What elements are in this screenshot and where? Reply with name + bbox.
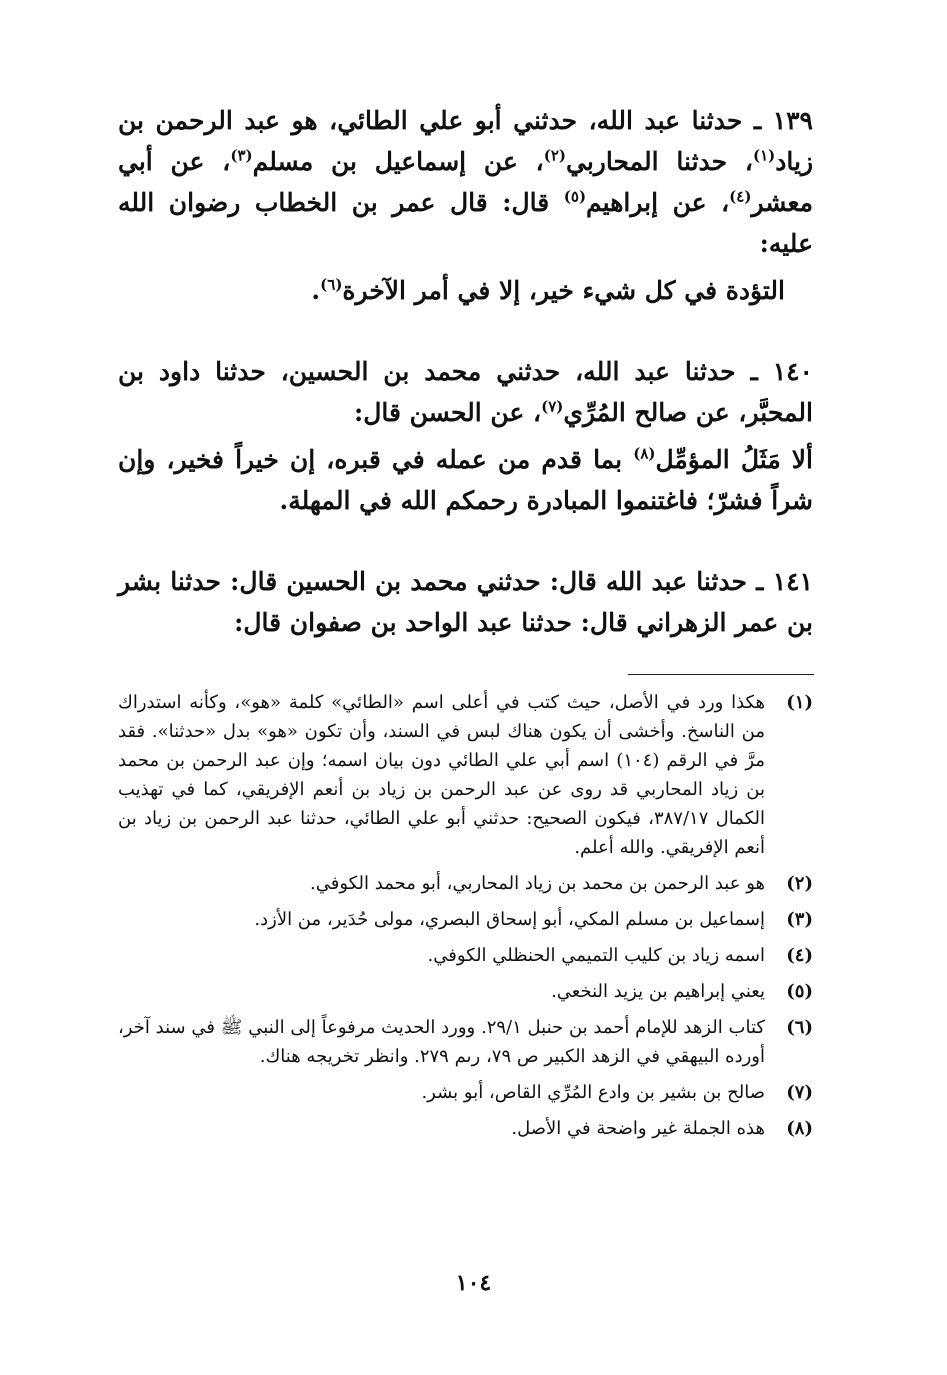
footnote-ref[interactable]: (٢) (543, 146, 566, 165)
entry-140 (118, 351, 813, 521)
footnote-ref[interactable]: (٨) (633, 444, 656, 463)
footnote-number: (٤) (786, 945, 813, 966)
entry-narration: ١٣٩ ـ حدثنا عبد الله، حدثني أبو علي الطائي، هو عبد الرحمن بن زياد$^{(١)}$، حدثنا المحاربي$^{(٢)}$، عن إسماعيل بن مسلم$^{(٣)}$، عن أبي معشر$^{(٤)}$، عن إبراهيم$^{(٥)}$ قال: قال عمر بن الخطاب رضوان الله عليه: (118, 106, 814, 258)
footnote (118, 688, 813, 862)
footnote-text: هذه الجملة غير واضحة في الأصل. (511, 1118, 765, 1139)
footnote-separator (628, 674, 814, 675)
footnote-text: صالح بن بشير بن وادع المُرِّي القاص، أبو بشر. (421, 1082, 765, 1103)
footnote-number: (٥) (786, 981, 813, 1002)
footnote-number: (٦) (786, 1017, 813, 1038)
entry-number: ١٤٠ (772, 357, 813, 386)
footnote (118, 941, 813, 970)
entry-narration: ١٤١ ـ حدثنا عبد الله قال: حدثني محمد بن الحسين قال: حدثنا بشر بن عمر الزهراني قال: حدثنا عبد الواحد بن صفوان قال: (118, 567, 813, 637)
footnote-number: (١) (786, 692, 813, 713)
footnote-text: إسماعيل بن مسلم المكي، أبو إسحاق البصري، مولى حُدَير، من الأزد. (254, 909, 765, 930)
footnote-number: (٧) (786, 1082, 813, 1103)
entry-141 (118, 561, 813, 643)
entry-narration: ١٤٠ ـ حدثنا عبد الله، حدثني محمد بن الحسين، حدثنا داود بن المحبَّر، عن صالح المُرِّي$^{(٧)}$، عن الحسن قال: (118, 357, 813, 427)
footnote-text: يعني إبراهيم بن يزيد النخعي. (551, 981, 765, 1002)
footnote-text: هكذا ورد في الأصل، حيث كتب في أعلى اسم «الطائي» كلمة «هو»، وكأنه استدراك من الناسخ. وأخشى أن يكون هناك لبس في السند، وأن تكون «هو» بدل «حدثنا». فقد مرَّ في الرقم (١٠٤) اسم أبي علي الطائي دون بيان اسمه؛ وإن عبد الرحمن بن محمد بن زياد المحاربي قد روى عن عبد الرحمن بن زياد بن أنعم الإفريقي، كما في تهذيب الكمال ٣٨٧/١٧، فيكون الصحيح: حدثني أبو علي الطائي، حدثنا عبد الرحمن بن زياد بن أنعم الإفريقي. والله أعلم. (118, 692, 766, 858)
footnote-number: (٣) (786, 909, 813, 930)
footnotes (118, 688, 813, 1150)
main-text (118, 100, 813, 661)
footnote-ref[interactable]: (٦) (320, 275, 343, 294)
footnote-ref[interactable]: (٧) (541, 397, 564, 416)
footnote-ref[interactable]: (٥) (563, 187, 587, 206)
footnote (118, 905, 813, 934)
entry-139 (118, 100, 813, 311)
footnote-text: اسمه زياد بن كليب التميمي الحنظلي الكوفي. (427, 945, 765, 966)
footnote (118, 1078, 813, 1107)
footnote (118, 1114, 813, 1143)
footnote-number: (٢) (786, 873, 813, 894)
footnote (118, 1013, 813, 1071)
footnote (118, 869, 813, 898)
footnote-ref[interactable]: (١) (752, 146, 776, 165)
footnote-ref[interactable]: (٤) (729, 187, 752, 206)
page-number: ١٠٤ (455, 1270, 492, 1296)
entry-quote: التؤدة في كل شيء خير، إلا في أمر الآخرة$^{(٦)}$. (311, 275, 785, 305)
entry-number: ١٣٩ (772, 106, 813, 135)
entry-number: ١٤١ (772, 567, 813, 596)
entry-quote: ألا مَثَلُ المؤمِّل$^{(٨)}$ بما قدم من عمله في قبره، إن خيراً فخير، وإن شراً فشرّ؛ فاغتنموا المبادرة رحمكم الله في المهلة. (118, 444, 814, 515)
footnote-text: كتاب الزهد للإمام أحمد بن حنبل ٢٩/١. وورد الحديث مرفوعاً إلى النبي ﷺ في سند آخر، أورده البيهقي في الزهد الكبير ص ٧٩، رىم ٢٧٩. وانظر تخريجه هناك. (118, 1017, 765, 1067)
footnote-text: هو عبد الرحمن بن محمد بن زياد المحاربي، أبو محمد الكوفي. (309, 873, 765, 894)
footnote-ref[interactable]: (٣) (230, 146, 253, 165)
footnote (118, 977, 813, 1006)
footnote-number: (٨) (786, 1118, 813, 1139)
